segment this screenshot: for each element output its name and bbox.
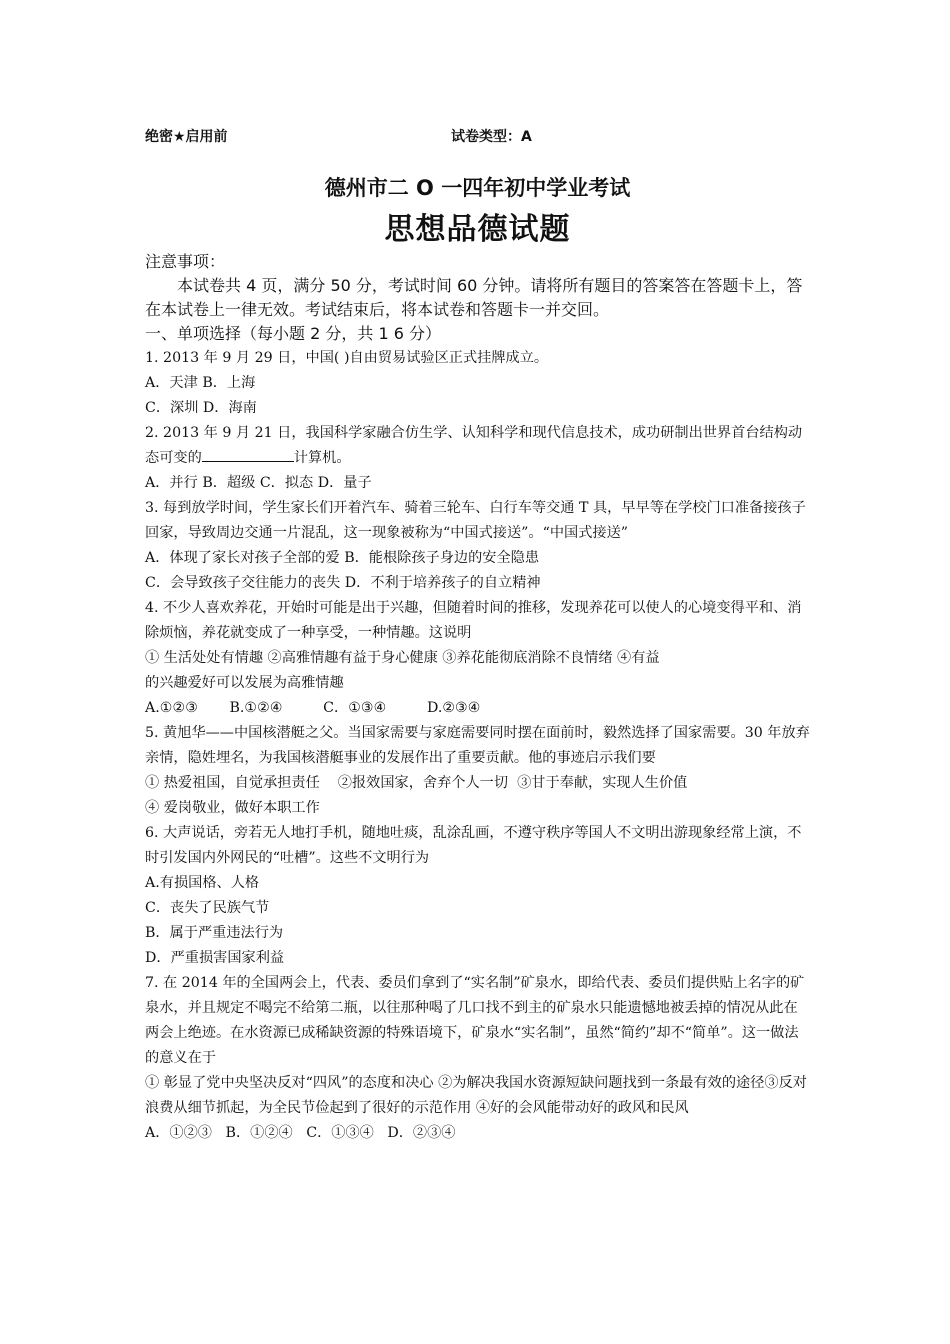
question-items: 的兴趣爱好可以发展为高雅情趣 — [145, 675, 344, 691]
question-options: A．①②③ B．①②④ C．①③④ D．②③④ — [145, 1125, 456, 1141]
notice-heading: 注意事项： — [145, 252, 226, 271]
question-7 — [145, 971, 810, 1146]
subject-title: 思想品德试题 — [384, 212, 571, 247]
question-2 — [145, 421, 810, 496]
exam-title: 德州市二 O 一四年初中学业考试 — [324, 176, 631, 200]
question-4 — [145, 596, 810, 721]
question-option: B．属于严重违法行为 — [145, 925, 284, 941]
question-3 — [145, 496, 810, 596]
question-options: A．并行 B．超级 C．拟态 D．量子 — [145, 475, 372, 491]
question-stem: 7. 在 2014 年的全国两会上，代表、委员们拿到了“实名制”矿泉水，即给代表、委员们提供贴上名字的矿泉水，并且规定不喝完不给第二瓶，以往那种喝了几口找不到主的矿泉水只能遗憾地被丢掉的情况从此在两会上绝迹。在水资源已成稀缺资源的特殊语境下，矿泉水“实名制”，虽然“简约”却不“简单”。这一做法的意义在于 — [145, 975, 805, 1066]
stem-text-end: 计算机。 — [293, 450, 351, 466]
question-stem: 4. 不少人喜欢养花，开始时可能是出于兴趣，但随着时间的推移，发现养花可以使人的心境变得平和、消除烦恼，养花就变成了一种享受，一种情趣。这说明 — [145, 600, 802, 641]
question-stem: 6. 大声说话，旁若无人地打手机，随地吐痰，乱涂乱画，不遵守秩序等国人不文明出游现象经常上演，不时引发国内外网民的“吐槽”。这些不文明行为 — [145, 825, 802, 866]
question-option: C．丧失了民族气节 — [145, 900, 270, 916]
question-6 — [145, 821, 810, 971]
question-options: A．天津 B．上海 — [145, 375, 256, 391]
question-options: A.①②③ B.①②④ C．①③④ D.②③④ — [145, 700, 481, 716]
notice-text: 本试卷共 4 页，满分 50 分，考试时间 60 分钟。请将所有题目的答案答在答题卡上，答在本试卷上一律无效。考试结束后，将本试卷和答题卡一并交回。 — [145, 276, 803, 319]
exam-body — [145, 250, 810, 1146]
question-options: C．深圳 D．海南 — [145, 400, 257, 416]
paper-type-label: 试卷类型：A — [451, 129, 532, 145]
question-5 — [145, 721, 810, 821]
question-options: C．会导致孩子交往能力的丧失 D．不利于培养孩子的自立精神 — [145, 575, 541, 591]
question-option: D．严重损害国家利益 — [145, 950, 285, 966]
confidential-label: 绝密★启用前 — [145, 129, 228, 145]
question-items: ① 彰显了党中央坚决反对“四风”的态度和决心 ②为解决我国水资源短缺问题找到一条最有效的途径③反对浪费从细节抓起，为全民节俭起到了很好的示范作用 ④好的会风能带动好的政风和民风 — [145, 1075, 807, 1116]
section-heading: 一、单项选择（每小题 2 分，共 1 6 分） — [145, 324, 441, 343]
question-items: ① 热爱祖国，自觉承担责任 ②报效国家，舍弃个人一切 ③甘于奉献，实现人生价值 — [145, 775, 688, 791]
answer-blank — [202, 447, 294, 462]
question-options: A．体现了家长对孩子全部的爱 B．能根除孩子身边的安全隐患 — [145, 550, 540, 566]
question-stem — [145, 421, 810, 471]
question-stem: 3. 每到放学时间，学生家长们开着汽车、骑着三轮车、白行车等交通 T 具，早早等在学校门口准备接孩子回家，导致周边交通一片混乱，这一现象被称为“中国式接送”。“中国式接送” — [145, 500, 806, 541]
question-1 — [145, 346, 810, 421]
question-items: ④ 爱岗敬业，做好本职工作 — [145, 800, 320, 816]
question-items: ① 生活处处有情趣 ②高雅情趣有益于身心健康 ③养花能彻底消除不良情绪 ④有益 — [145, 650, 660, 666]
stem-text: 2. 2013 年 9 月 21 日，我国科学家融合仿生学、认知科学和现代信息技术，成功研制出世界首台结构动态可变的 — [145, 425, 803, 466]
question-option: A.有损国格、人格 — [145, 875, 260, 891]
question-stem: 1. 2013 年 9 月 29 日，中国( )自由贸易试验区正式挂牌成立。 — [145, 350, 549, 366]
question-stem: 5. 黄旭华——中国核潜艇之父。当国家需要与家庭需要同时摆在面前时，毅然选择了国家需要。30 年放弃亲情，隐姓埋名，为我国核潜艇事业的发展作出了重要贡献。他的事迹启示我们要 — [145, 725, 810, 766]
